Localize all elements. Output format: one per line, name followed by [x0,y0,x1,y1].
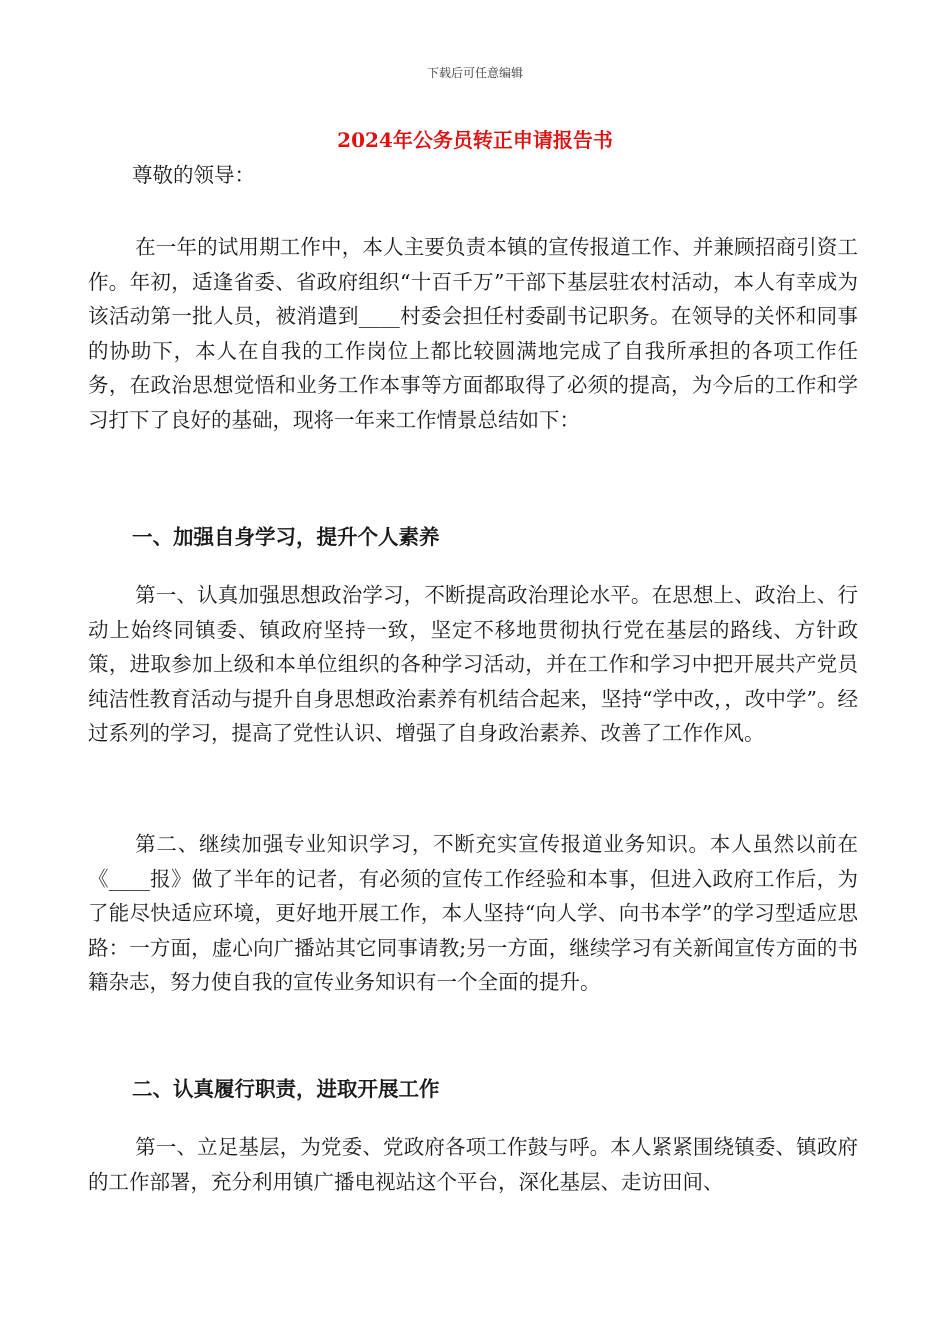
section-1-paragraph-2: 第二、继续加强专业知识学习，不断充实宣传报道业务知识。本人虽然以前在《____报》做了半年的记者，有必须的宣传工作经验和本事，但进入政府工作后，为了能尽快适应环境，更好地开展工作，本人坚持“向人学、向书本学”的学习型适应思路：一方面，虚心向广播站其它同事请教;另一方面，继续学习有关新闻宣传方面的书籍杂志，努力使自我的宣传业务知识有一个全面的提升。 [88,832,858,994]
salutation: 尊敬的领导： [132,163,255,187]
section-2-paragraph-1: 第一、立足基层，为党委、党政府各项工作鼓与呼。本人紧紧围绕镇委、镇政府的工作部署，充分利用镇广播电视站这个平台，深化基层、走访田间、 [88,1135,858,1194]
section-2-heading: 二、认真履行职责，进取开展工作 [132,1077,440,1101]
section-1-heading: 一、加强自身学习，提升个人素养 [132,525,440,549]
header-note: 下载后可任意编辑 [426,66,523,80]
intro-paragraph: 在一年的试用期工作中，本人主要负责本镇的宣传报道工作、并兼顾招商引资工作。年初，适逢省委、省政府组织“十百千万”干部下基层驻农村活动，本人有幸成为该活动第一批人员，被消遣到____村委会担任村委副书记职务。在领导的关怀和同事的协助下，本人在自我的工作岗位上都比较圆满地完成了自我所承担的各项工作任务，在政治思想觉悟和业务工作本事等方面都取得了必须的提高，为今后的工作和学习打下了良好的基础，现将一年来工作情景总结如下： [88,235,858,432]
section-1-paragraph-1: 第一、认真加强思想政治学习，不断提高政治理论水平。在思想上、政治上、行动上始终同镇委、镇政府坚持一致，坚定不移地贯彻执行党在基层的路线、方针政策，进取参加上级和本单位组织的各种学习活动，并在工作和学习中把开展共产党员纯洁性教育活动与提升自身思想政治素养有机结合起来，坚持“学中改，，改中学”。经过系列的学习，提高了党性认识、增强了自身政治素养、改善了工作作风。 [88,583,858,745]
document-title: 2024年公务员转正申请报告书 [337,128,613,152]
